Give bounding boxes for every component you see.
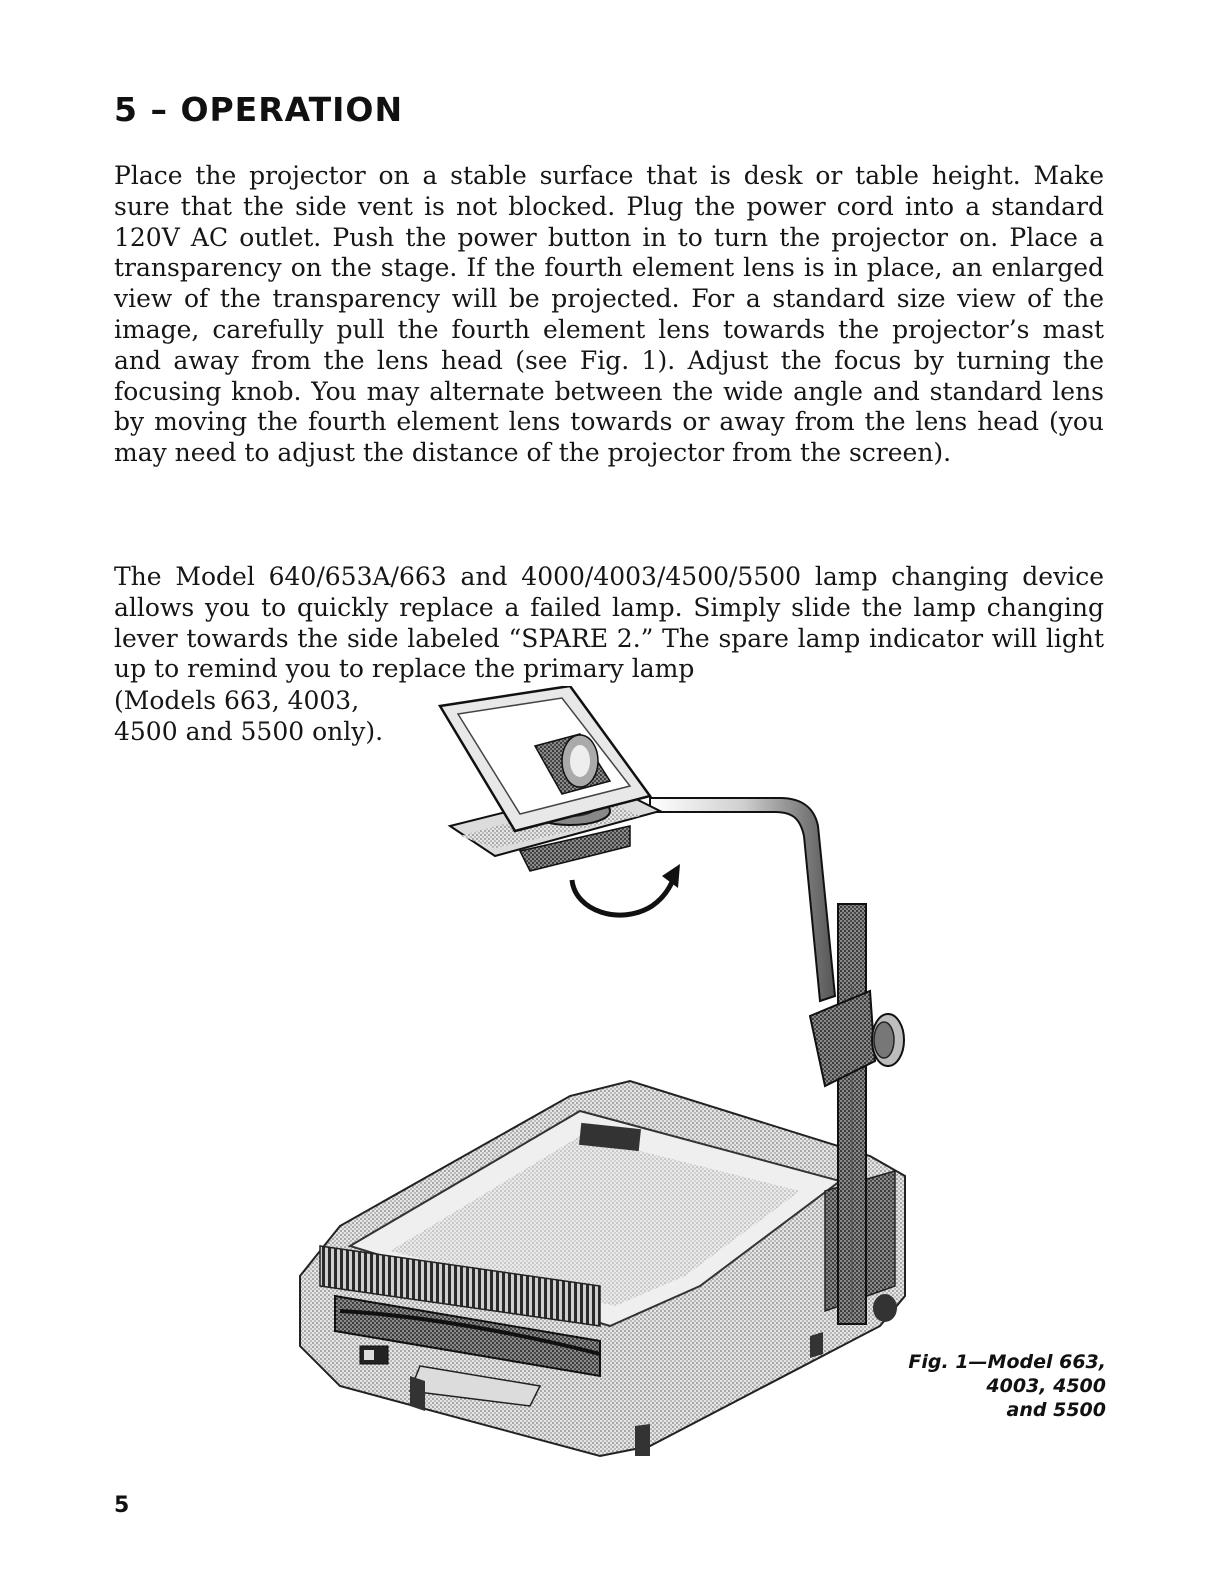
- figure-caption-line: 4003, 4500: [986, 1375, 1106, 1397]
- paragraph-setup-instructions: Place the projector on a stable surface that is desk or table height. Make sure that the side vent is not blocked. Plug the power cord into a standard 120V AC outlet. Push the power button in to turn the projector on. Place a transparency on the stage. If the fourth element lens is in place, an enlarged view of the transparency will be projected. For a standard size view of the image, carefully pull the fourth element lens towards the projector’s mast and away from the lens head (see Fig. 1). Adjust the focus by turning the focusing knob. You may alternate between the wide angle and standard lens by moving the fourth element lens towards or away from the lens head (you may need to adjust the distance of the projector from the screen).: [114, 161, 1104, 468]
- figure-caption: [908, 1350, 1106, 1422]
- projector-base: [300, 1081, 905, 1456]
- page-number: 5: [114, 1493, 130, 1518]
- projector-arm: [650, 798, 835, 1001]
- section-heading: 5 – OPERATION: [114, 90, 404, 129]
- rotation-arrow-icon: [572, 864, 680, 915]
- figure-caption-line: and 5500: [1006, 1399, 1106, 1421]
- paragraph-line: (Models 663, 4003,: [114, 686, 360, 715]
- overhead-projector-illustration: [280, 686, 920, 1476]
- paragraph-lamp-changing: The Model 640/653A/663 and 4000/4003/4500/5500 lamp changing device allows you to quickly replace a failed lamp. Simply slide the lamp changing lever towards the side labeled “SPARE 2.” The spare lamp indicator will light up to remind you to replace the primary lamp: [114, 562, 1104, 684]
- lens-head: [440, 686, 660, 871]
- paragraph-line: 4500 and 5500 only).: [114, 716, 384, 746]
- figure-caption-line: Fig. 1—Model 663,: [908, 1351, 1106, 1373]
